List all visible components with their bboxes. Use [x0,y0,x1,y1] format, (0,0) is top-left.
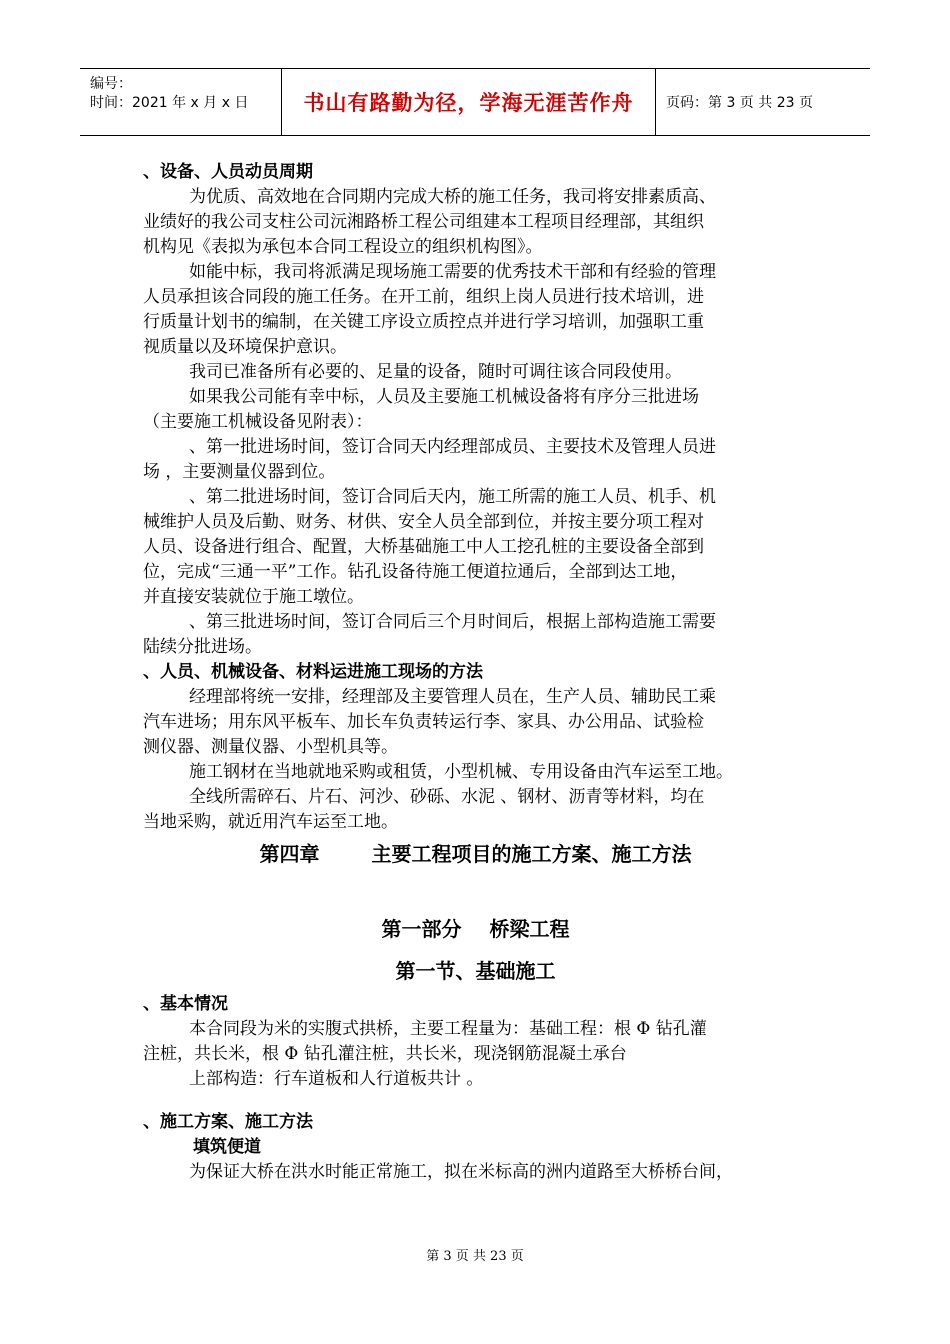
document-time-label: 时间：2021 年 x 月 x 日 [90,95,249,111]
paragraph-line: 如能中标，我司将派满足现场施工需要的优秀技术干部和有经验的管理 [189,262,716,282]
chapter-name: 主要工程项目的施工方案、施工方法 [371,842,692,866]
paragraph-line: 场 ，主要测量仪器到位。 [143,462,336,482]
paragraph-line: 行质量计划书的编制，在关键工序设立质控点并进行学习培训，加强职工重 [143,312,704,332]
header-motto: 书山有路勤为径，学海无涯苦作舟 [282,69,656,135]
paragraph-line: 上部构造：行车道板和人行道板共计 。 [189,1069,484,1089]
section-heading-basic-info: 、基本情况 [143,994,228,1014]
paragraph-line: 并直接安装就位于施工墩位。 [143,587,364,607]
paragraph-line: 汽车进场；用东风平板车、加长车负责转运行李、家具、办公用品、试验检 [143,712,704,732]
part-name: 桥梁工程 [489,917,570,941]
page-footer: 第 3 页 共 23 页 [426,1249,524,1264]
chapter-number: 第四章 [259,842,320,866]
part-title [143,914,808,944]
paragraph-line: 陆续分批进场。 [143,637,262,657]
paragraph [143,785,808,835]
paragraph [143,685,808,760]
paragraph-line: 视质量以及环境保护意识。 [143,337,347,357]
part-number: 第一部分 [381,917,462,941]
paragraph-line: 机构见《表拟为承包本合同工程设立的组织机构图》。 [143,237,543,257]
paragraph [143,385,808,435]
paragraph-line: 测仪器、测量仪器、小型机具等。 [143,737,398,757]
section-heading-mobilization: 、设备、人员动员周期 [143,162,313,182]
paragraph [143,185,808,260]
paragraph [143,1017,808,1067]
paragraph-line: 、第二批进场时间，签订合同后天内，施工所需的施工人员、机手、机 [189,487,716,507]
chapter-title [143,839,808,869]
paragraph-line: 、第三批进场时间，签订合同后三个月时间后，根据上部构造施工需要 [189,612,716,632]
paragraph-line: 、第一批进场时间，签订合同天内经理部成员、主要技术及管理人员进 [189,437,716,457]
paragraph-line: 本合同段为米的实腹式拱桥，主要工程量为：基础工程：根 Φ 钻孔灌 [189,1019,707,1039]
paragraph-line: （主要施工机械设备见附表）： [143,412,373,432]
paragraph-line: 人员承担该合同段的施工任务。在开工前，组织上岗人员进行技术培训，进 [143,287,704,307]
paragraph-line: 经理部将统一安排，经理部及主要管理人员在，生产人员、辅助民工乘 [189,687,716,707]
paragraph [143,485,808,610]
document-number-label: 编号： [90,76,132,92]
page-header [80,68,870,136]
paragraph-line: 为优质、高效地在合同期内完成大桥的施工任务，我司将安排素质高、 [189,187,716,207]
paragraph-line: 为保证大桥在洪水时能正常施工，拟在米标高的洲内道路至大桥桥台间， [189,1162,733,1182]
header-page-info: 页码：第 3 页 共 23 页 [666,95,813,111]
paragraph-line: 位，完成“三通一平”工作。钻孔设备待施工便道拉通后，全部到达工地， [143,562,688,582]
paragraph [143,260,808,360]
section-heading-construction-plan: 、施工方案、施工方法 [143,1112,313,1132]
header-meta [80,69,282,135]
subheading-access-road: 填筑便道 [193,1137,261,1157]
paragraph-line: 如果我公司能有幸中标，人员及主要施工机械设备将有序分三批进场 [189,387,699,407]
paragraph [143,610,808,660]
paragraph-line: 业绩好的我公司支柱公司沅湘路桥工程公司组建本工程项目经理部，其组织 [143,212,704,232]
paragraph-line: 施工钢材在当地就地采购或租赁，小型机械、专用设备由汽车运至工地。 [189,762,733,782]
paragraph [143,435,808,485]
paragraph-line: 械维护人员及后勤、财务、材供、安全人员全部到位，并按主要分项工程对 [143,512,704,532]
section-title: 第一节、基础施工 [395,959,556,983]
section-heading-transport: 、人员、机械设备、材料运进施工现场的方法 [143,662,483,682]
paragraph-line: 全线所需碎石、片石、河沙、砂砾、水泥 、钢材、沥青等材料，均在 [189,787,705,807]
paragraph-line: 注桩，共长米，根 Φ 钻孔灌注桩，共长米，现浇钢筋混凝土承台 [143,1044,627,1064]
paragraph-line: 我司已准备所有必要的、足量的设备，随时可调往该合同段使用。 [189,362,682,382]
paragraph-line: 人员、设备进行组合、配置，大桥基础施工中人工挖孔桩的主要设备全部到 [143,537,704,557]
paragraph-line: 当地采购，就近用汽车运至工地。 [143,812,398,832]
document-body [143,160,808,1185]
